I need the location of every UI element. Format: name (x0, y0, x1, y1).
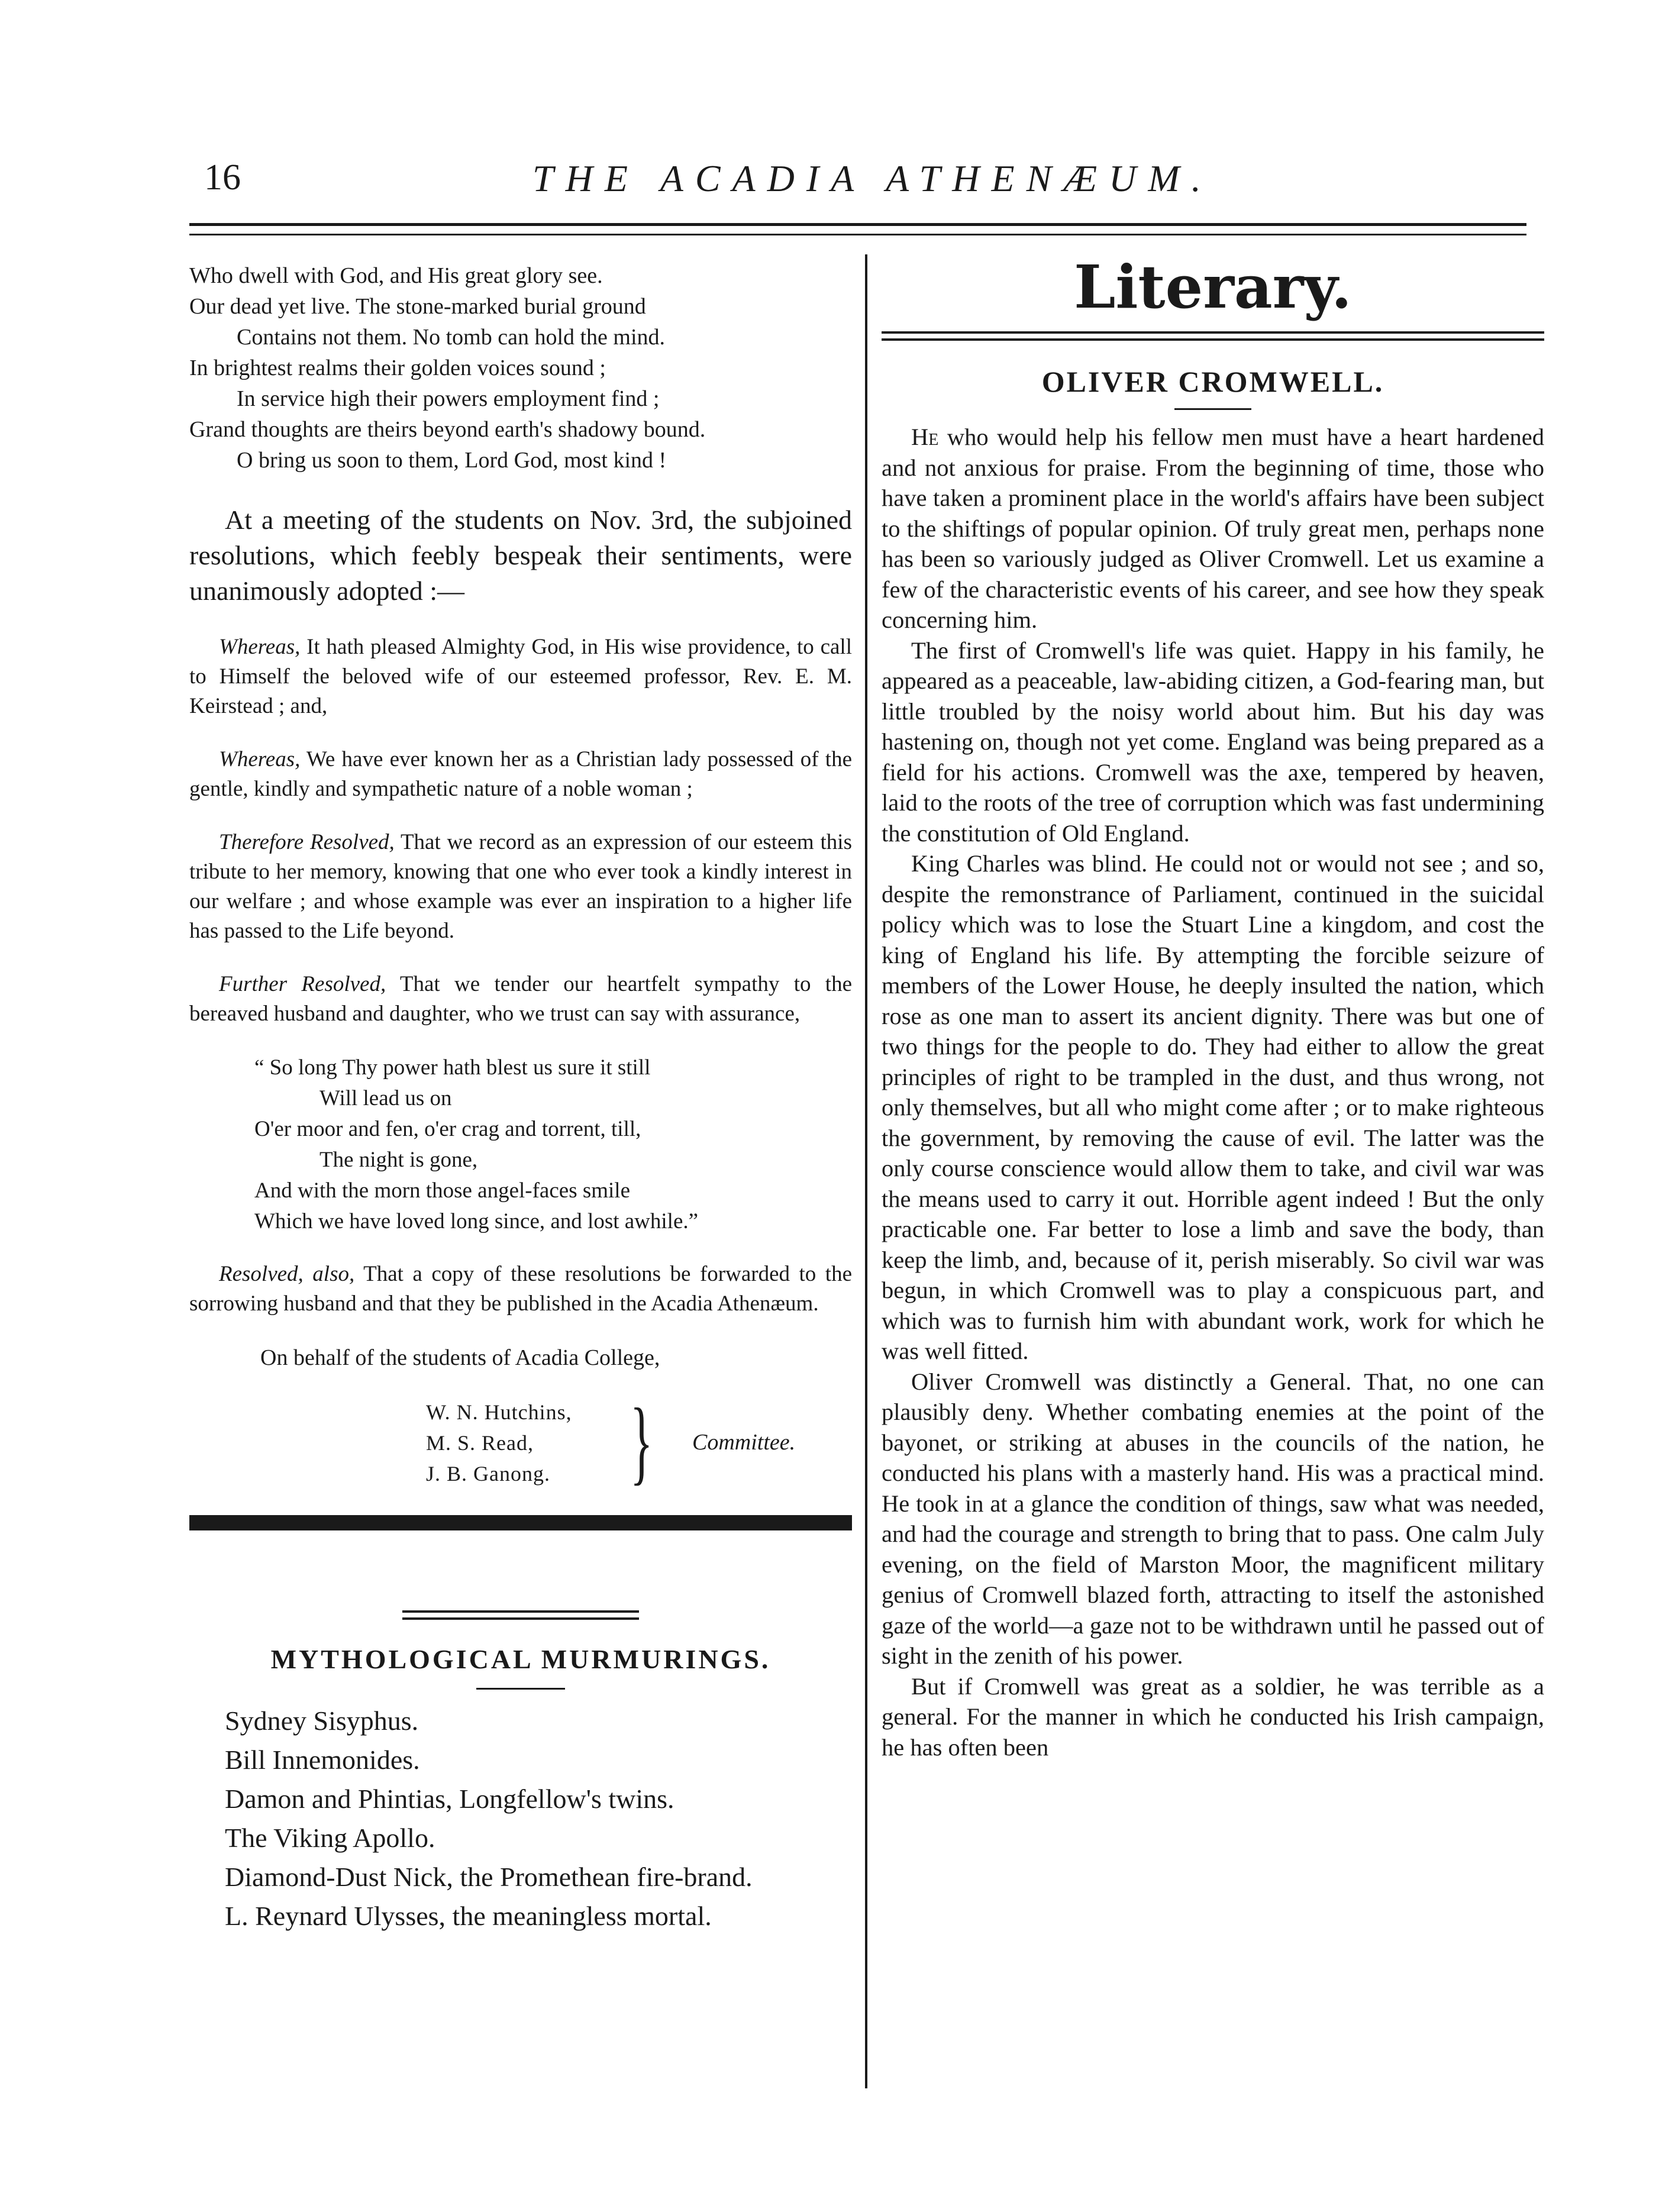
article-paragraph: Oliver Cromwell was distinctly a General. That, no one can plausibly deny. Whether combating enemies at the point of the bayonet, or striking at abuses in the councils of the nation, he conducted his plans with a masterly hand. His was a practical mind. He took in at a glance the condition of things, saw what was needed, and had the courage and strength to bring that to pass. One calm July evening, on the field of Marston Moor, the magnificent military genius of Cromwell blazed forth, attracting to itself the astonished gaze of the world—a gaze not to be withdrawn until he passed out of sight in the zenith of his power. (882, 1368, 1544, 1669)
poem-line: Who dwell with God, and His great glory see. (189, 263, 603, 288)
resolution-text: It hath pleased Almighty God, in His wise providence, to call to Himself the beloved wife of our esteemed professor, Rev. E. M. Keirstead ; and, (189, 635, 852, 718)
poem-line: Grand thoughts are theirs beyond earth's shadowy bound. (189, 417, 706, 442)
poem-line: In service high their powers employment find ; (237, 386, 660, 411)
hymn-line: Will lead us on (319, 1086, 452, 1110)
heading-underline (476, 1688, 565, 1690)
committee-signature (426, 1388, 852, 1497)
committee-member: W. N. Hutchins, (426, 1400, 572, 1424)
list-item: Sydney Sisyphus. (225, 1706, 419, 1736)
column-divider (865, 254, 867, 2088)
double-rule (882, 331, 1544, 341)
hymn-line: O'er moor and fen, o'er crag and torrent, till, (254, 1117, 641, 1141)
memorial-poem (189, 260, 852, 476)
paragraph-text: who would help his fellow men must have a heart hardened and not anxious for praise. From the beginning of time, those who have taken a prominent place in the world's affairs have been subject to the shiftings of popular opinion. Of truly great men, perhaps none has been so variously judged as Oliver Cromwell. Let us examine a few of the characteristic events of his career, and see how they speak concerning him. (882, 424, 1544, 633)
article-paragraph: But if Cromwell was great as a soldier, he was terrible as a general. For the manner in which he conducted his Irish campaign, he has often been (882, 1672, 1544, 1761)
committee-label: Committee. (692, 1430, 796, 1455)
brace-glyph: } (630, 1388, 653, 1494)
poem-line: Contains not them. No tomb can hold the mind. (237, 325, 666, 350)
committee-names (426, 1397, 572, 1489)
meeting-paragraph (189, 502, 852, 609)
resolution-lead: Resolved, also, (219, 1262, 355, 1286)
final-resolution (189, 1260, 852, 1319)
section-divider-bar (189, 1515, 852, 1530)
resolution-text: That a copy of these resolutions be forwarded to the sorrowing husband and that they be published in the Acadia Athenæum. (189, 1262, 853, 1316)
left-column (189, 260, 852, 1936)
header-rule-bottom (189, 234, 1526, 235)
resolution-lead: Therefore Resolved, (219, 830, 395, 854)
murmurings-list (189, 1701, 852, 1936)
first-word: He (911, 424, 939, 450)
article-paragraph: The first of Cromwell's life was quiet. Happy in his family, he appeared as a peaceable, law-abiding citizen, a God-fearing man, but little troubled by the noisy world about him. But his day was hastening on, though not yet come. England was being prepared as a field for his actions. Cromwell was the axe, tempered by heaven, laid to the roots of the tree of corruption which was fast undermining the constitution of Old England. (882, 637, 1544, 847)
article-title: OLIVER CROMWELL. (1041, 365, 1384, 398)
mythological-heading: MYTHOLOGICAL MURMURINGS. (270, 1644, 771, 1674)
resolution-lead: Further Resolved, (219, 972, 386, 996)
list-item: Damon and Phintias, Longfellow's twins. (225, 1784, 674, 1814)
resolution-text: That we record as an expression of our esteem this tribute to her memory, knowing that one who ever took a kindly interest in our welfare ; and whose example was ever an inspiration to a higher life has passed to the Life beyond. (189, 830, 852, 943)
committee-member: M. S. Read, (426, 1431, 534, 1455)
resolution-paragraph (189, 632, 852, 721)
resolution-lead: Whereas, (219, 635, 301, 659)
list-item: The Viking Apollo. (225, 1823, 435, 1853)
poem-line: In brightest realms their golden voices sound ; (189, 356, 606, 380)
article-paragraph (882, 422, 1544, 635)
right-column (882, 252, 1544, 1762)
poem-line: O bring us soon to them, Lord God, most kind ! (237, 448, 667, 473)
resolution-lead: Whereas, (219, 747, 301, 771)
resolution-text: That we tender our heartfelt sympathy to the bereaved husband and daughter, who we trust can say with assurance, (189, 972, 853, 1026)
section-heading: Literary. (1074, 252, 1352, 322)
page-number: 16 (204, 157, 241, 198)
hymn-line: “ So long Thy power hath blest us sure it still (254, 1055, 651, 1080)
double-rule (402, 1610, 639, 1620)
quoted-hymn (254, 1052, 852, 1237)
resolution-text: We have ever known her as a Christian lady possessed of the gentle, kindly and sympathetic nature of a noble woman ; (189, 747, 852, 801)
list-item: L. Reynard Ulysses, the meaningless mortal. (225, 1901, 712, 1931)
title-underline (1174, 408, 1251, 410)
behalf-line: On behalf of the students of Acadia College, (260, 1345, 660, 1370)
journal-title: THE ACADIA ATHENÆUM. (532, 157, 1213, 199)
hymn-line: The night is gone, (319, 1148, 478, 1172)
list-item: Diamond-Dust Nick, the Promethean fire-brand. (225, 1862, 753, 1892)
list-item: Bill Innemonides. (225, 1745, 420, 1775)
article-paragraph: King Charles was blind. He could not or would not see ; and so, despite the remonstrance of Parliament, continued in the suicidal policy which was to lose the Stuart Line a kingdom, and cost the king of England his life. By attempting the forcible seizure of members of the Lower House, he deeply insulted the nation, which rose as one man to assert its ancient dignity. There was but one of two things for the people to do. They had either to allow the great principles of right to be trampled in the dust, and thus wrong, not only themselves, but all who might come after ; or to make righteous the government, by removing the cause of evil. The latter was the only course conscience would allow them to take, and civil war was the means used to carry it out. Horrible agent indeed ! But the only practicable one. Far better to lose a limb and save the body, than keep the limb, and, because of it, perish miserably. So civil war was begun, in which Cromwell was to play a conspicuous part, and which was to furnish him with abundant work, work for which he was well fitted. (882, 850, 1544, 1364)
hymn-line: Which we have loved long since, and lost awhile.” (254, 1209, 699, 1233)
meeting-paragraph-text: At a meeting of the students on Nov. 3rd, the subjoined resolutions, which feebly bespeak their sentiments, were unanimously adopted :— (189, 505, 852, 606)
poem-line: Our dead yet live. The stone-marked burial ground (189, 294, 646, 319)
header-rule-top (189, 223, 1526, 226)
resolution-paragraph (189, 745, 852, 804)
resolution-paragraph (189, 828, 852, 946)
resolution-paragraph (189, 970, 852, 1029)
committee-member: J. B. Ganong. (426, 1462, 550, 1486)
hymn-line: And with the morn those angel-faces smile (254, 1178, 630, 1203)
